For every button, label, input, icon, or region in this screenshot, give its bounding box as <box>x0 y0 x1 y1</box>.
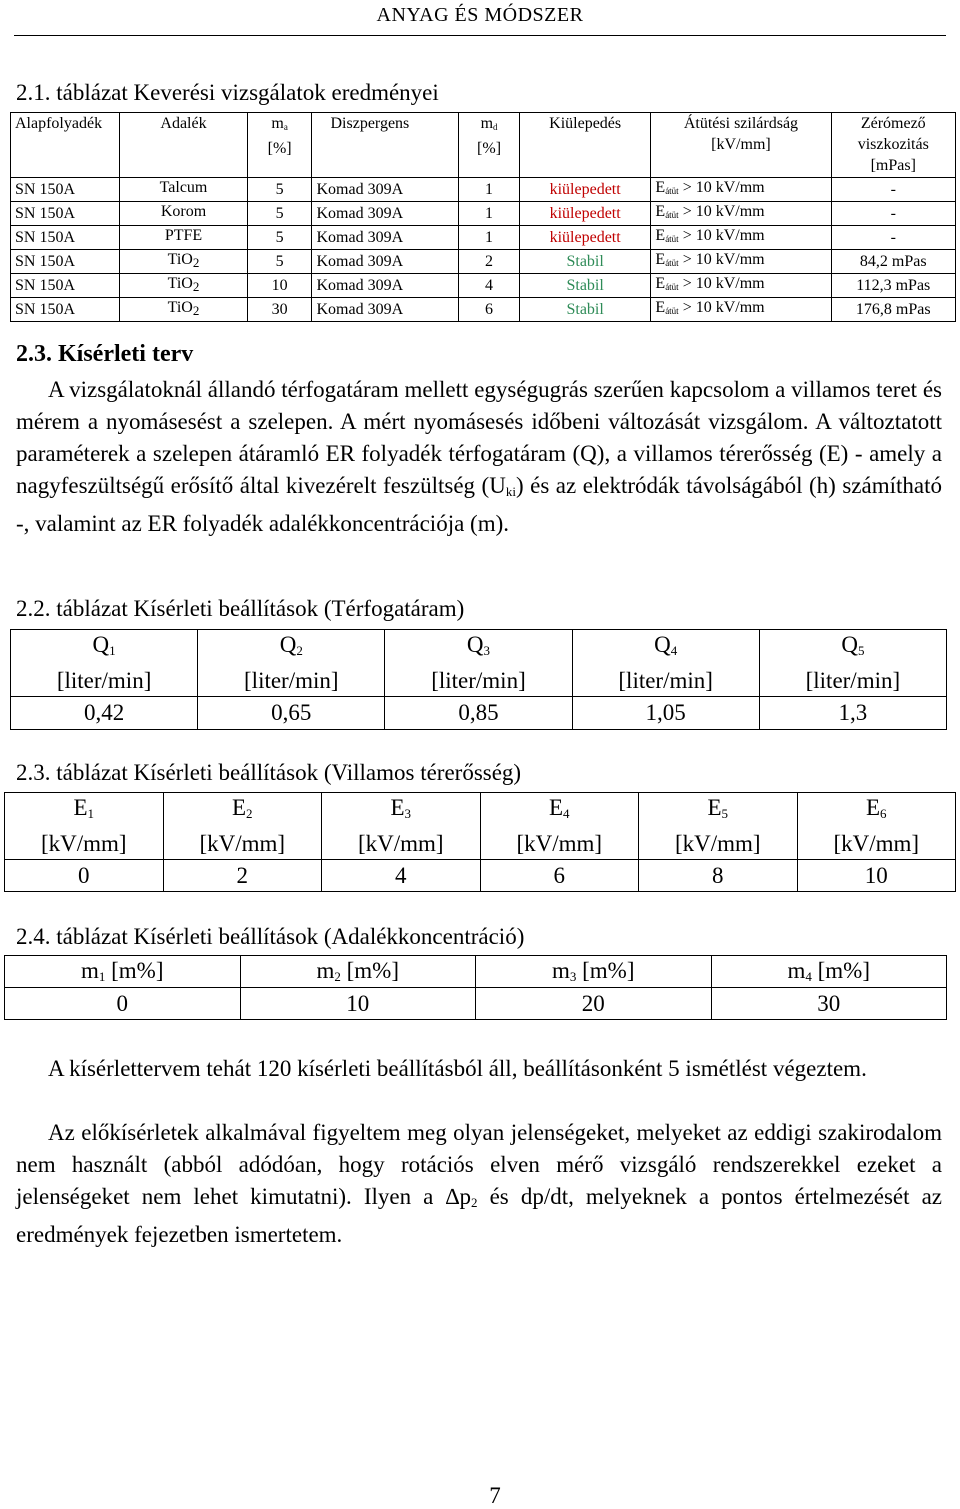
cell-value: 0,85 <box>385 697 572 730</box>
cell-viscosity: 176,8 mPas <box>831 298 956 322</box>
cell-value: 1,3 <box>759 697 946 730</box>
table3-header-row <box>5 793 956 860</box>
cell-value: 0,42 <box>11 697 198 730</box>
table-row <box>11 298 956 322</box>
table-row <box>11 274 956 298</box>
cell-dispersant: Komad 309A <box>312 178 459 202</box>
cell-value: 0 <box>5 988 241 1020</box>
cell-additive: Talcum <box>120 178 247 202</box>
col-header-e4: $E_4$ [kV/mm] <box>480 793 639 860</box>
cell-ma: 10 <box>247 274 312 298</box>
cell-value: 0,65 <box>198 697 385 730</box>
table-row <box>11 226 956 250</box>
cell-viscosity: 84,2 mPas <box>831 250 956 274</box>
cell-sedimentation: kiülepedett <box>519 226 651 250</box>
cell-value: 6 <box>480 860 639 892</box>
cell-md: 1 <box>459 178 520 202</box>
col-header-q1: $Q_1$ [liter/min] <box>11 630 198 697</box>
col-header-base: Alapfolyadék <box>11 113 120 178</box>
col-header-dispersant: Diszpergens <box>312 113 459 178</box>
col-header-e2: $E_2$ [kV/mm] <box>163 793 322 860</box>
cell-sedimentation: kiülepedett <box>519 178 651 202</box>
cell-sedimentation: kiülepedett <box>519 202 651 226</box>
cell-viscosity: 112,3 mPas <box>831 274 956 298</box>
cell-ma: 30 <box>247 298 312 322</box>
cell-additive: TiO$_2$ <box>120 298 247 322</box>
cell-additive: TiO$_2$ <box>120 274 247 298</box>
observations-paragraph: Az előkísérletek alkalmával figyeltem meg olyan jelenségeket, melyeket az eddigi szakirodalom nem használt (abból adódóan, hogy rotációs elven mérő vizsgáló rendszerekkel ezeket a jelenségeket nem lehet kimutatni). Ilyen a $\Delta p_2$ és dp/dt, melyeknek a pontos értelmezését az eredmények fejezetben ismertetem. <box>16 1120 943 1247</box>
cell-value: 2 <box>163 860 322 892</box>
cell-value: 20 <box>476 988 712 1020</box>
additive-concentration-settings-table <box>4 955 947 1020</box>
col-header-sedimentation: Kiülepedés <box>519 113 651 178</box>
table-row <box>5 988 947 1020</box>
col-header-md: $m_d$ [%] <box>459 113 520 178</box>
cell-md: 1 <box>459 226 520 250</box>
cell-sedimentation: Stabil <box>519 274 651 298</box>
col-header-e6: $E_6$ [kV/mm] <box>797 793 956 860</box>
table1-caption: 2.1. táblázat Keverési vizsgálatok eredményei <box>16 80 439 105</box>
cell-ma: 5 <box>247 202 312 226</box>
col-header-ma: $m_a$ [%] <box>247 113 312 178</box>
cell-additive: PTFE <box>120 226 247 250</box>
col-header-m4: $m_4$ [m%] <box>711 956 947 988</box>
cell-value: 10 <box>797 860 956 892</box>
cell-sedimentation: Stabil <box>519 298 651 322</box>
page-number: 7 <box>489 1483 501 1508</box>
cell-dispersant: Komad 309A <box>312 298 459 322</box>
cell-value: 10 <box>240 988 476 1020</box>
cell-dispersant: Komad 309A <box>312 226 459 250</box>
cell-value: 0 <box>5 860 164 892</box>
table-row <box>11 202 956 226</box>
cell-ma: 5 <box>247 226 312 250</box>
table4-caption: 2.4. táblázat Kísérleti beállítások (Adalékkoncentráció) <box>16 924 525 949</box>
cell-viscosity: - <box>831 226 956 250</box>
col-header-additive: Adalék <box>120 113 247 178</box>
mixing-results-table <box>10 112 956 322</box>
summary-paragraph: A kísérlettervem tehát 120 kísérleti beállításból áll, beállításonként 5 ismétlést végeztem. <box>48 1056 867 1081</box>
flow-rate-settings-table <box>10 629 947 730</box>
table2-caption: 2.2. táblázat Kísérleti beállítások (Térfogatáram) <box>16 596 465 621</box>
col-header-q2: $Q_2$ [liter/min] <box>198 630 385 697</box>
cell-breakdown: $E_{átüt} > 10$ kV/mm <box>651 298 831 322</box>
cell-ma: 5 <box>247 178 312 202</box>
experiment-plan-paragraph: A vizsgálatoknál állandó térfogatáram mellett egységugrás szerűen kapcsolom a villamos teret és mérem a nyomásesést a szelepen. A mért nyomásesés időbeni változását vizsgálom. A változtatott paraméterek a szelepen átáramló ER folyadék térfogatáram (Q), a villamos térerősség (E) - amely a nagyfeszültségű erősítő által kivezérelt feszültség $(U_{ki})$ és az elektródák távolságából (h) számítható -, valamint az ER folyadék adalékkoncentrációja (m). <box>16 377 942 536</box>
cell-md: 6 <box>459 298 520 322</box>
cell-breakdown: $E_{átüt} > 10$ kV/mm <box>651 250 831 274</box>
table-row <box>11 250 956 274</box>
cell-base: SN 150A <box>11 298 120 322</box>
col-header-m3: $m_3$ [m%] <box>476 956 712 988</box>
cell-base: SN 150A <box>11 226 120 250</box>
cell-md: 2 <box>459 250 520 274</box>
cell-base: SN 150A <box>11 178 120 202</box>
cell-dispersant: Komad 309A <box>312 250 459 274</box>
cell-base: SN 150A <box>11 274 120 298</box>
col-header-q4: $Q_4$ [liter/min] <box>572 630 759 697</box>
running-header: ANYAG ÉS MÓDSZER <box>376 4 584 26</box>
cell-dispersant: Komad 309A <box>312 274 459 298</box>
table4-header-row <box>5 956 947 988</box>
col-header-q5: $Q_5$ [liter/min] <box>759 630 946 697</box>
table-row <box>5 860 956 892</box>
cell-breakdown: $E_{átüt} > 10$ kV/mm <box>651 226 831 250</box>
col-header-zero-field-viscosity: Zérómező viszkozitás [mPas] <box>831 113 956 178</box>
cell-base: SN 150A <box>11 202 120 226</box>
col-header-e5: $E_5$ [kV/mm] <box>639 793 798 860</box>
cell-breakdown: $E_{átüt} > 10$ kV/mm <box>651 274 831 298</box>
cell-viscosity: - <box>831 202 956 226</box>
cell-dispersant: Komad 309A <box>312 202 459 226</box>
cell-sedimentation: Stabil <box>519 250 651 274</box>
cell-md: 1 <box>459 202 520 226</box>
table3-caption: 2.3. táblázat Kísérleti beállítások (Villamos térerősség) <box>16 760 522 785</box>
cell-breakdown: $E_{átüt} > 10$ kV/mm <box>651 178 831 202</box>
col-header-q3: $Q_3$ [liter/min] <box>385 630 572 697</box>
table1-header-row <box>11 113 956 178</box>
cell-viscosity: - <box>831 178 956 202</box>
cell-additive: Korom <box>120 202 247 226</box>
header-rule <box>14 35 946 36</box>
field-strength-settings-table <box>4 792 956 892</box>
cell-value: 8 <box>639 860 798 892</box>
section-heading: 2.3. Kísérleti terv <box>16 341 194 367</box>
col-header-m1: $m_1$ [m%] <box>5 956 241 988</box>
cell-value: 4 <box>322 860 481 892</box>
cell-base: SN 150A <box>11 250 120 274</box>
cell-additive: TiO$_2$ <box>120 250 247 274</box>
cell-value: 30 <box>711 988 947 1020</box>
table2-header-row <box>11 630 947 697</box>
table-row <box>11 178 956 202</box>
table-row <box>11 697 947 730</box>
col-header-m2: $m_2$ [m%] <box>240 956 476 988</box>
cell-value: 1,05 <box>572 697 759 730</box>
col-header-breakdown: Átütési szilárdság [kV/mm] <box>651 113 831 178</box>
col-header-e3: $E_3$ [kV/mm] <box>322 793 481 860</box>
cell-breakdown: $E_{átüt} > 10$ kV/mm <box>651 202 831 226</box>
cell-ma: 5 <box>247 250 312 274</box>
col-header-e1: $E_1$ [kV/mm] <box>5 793 164 860</box>
cell-md: 4 <box>459 274 520 298</box>
